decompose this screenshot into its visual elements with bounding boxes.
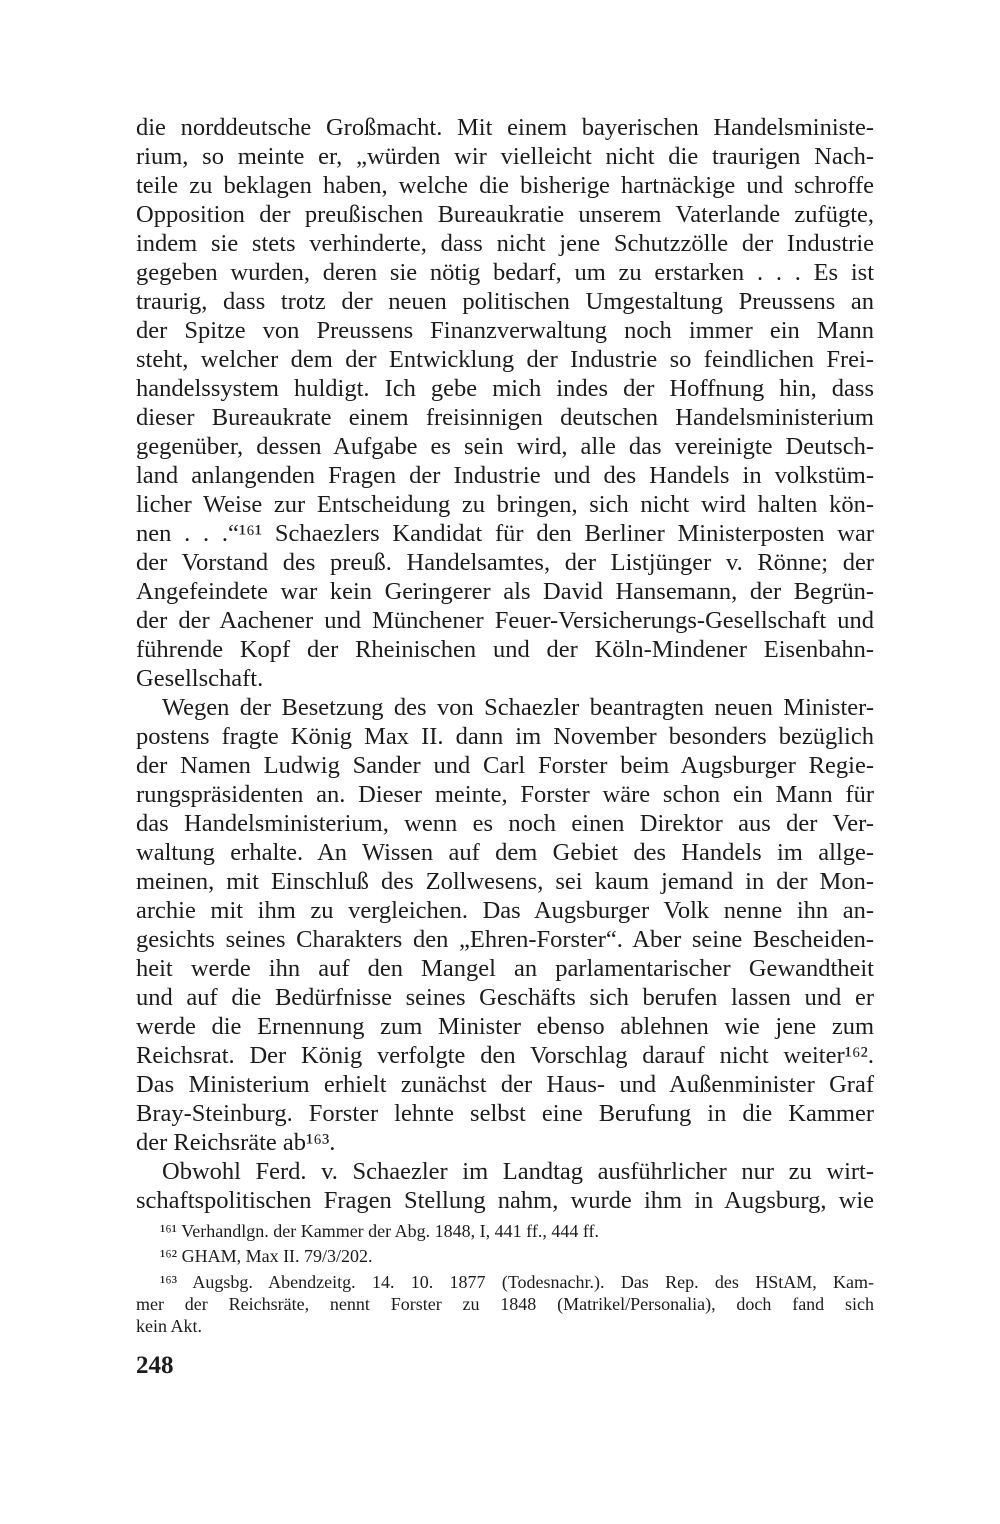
text-line: steht, welcher dem der Entwicklung der Industrie so feindlichen Frei-: [136, 346, 874, 373]
text-line: archie mit ihm zu vergleichen. Das Augsburger Volk nenne ihn an-: [136, 897, 874, 924]
text-line: die norddeutsche Großmacht. Mit einem bayerischen Handelsministe-: [136, 114, 874, 141]
footnote-162: ¹⁶² GHAM, Max II. 79/3/202.: [160, 1246, 373, 1266]
text-line: schaftspolitischen Fragen Stellung nahm, wurde ihm in Augsburg, wie: [136, 1187, 874, 1214]
text-line: licher Weise zur Entscheidung zu bringen, sich nicht wird halten kön-: [136, 491, 874, 518]
text-line: meinen, mit Einschluß des Zollwesens, sei kaum jemand in der Mon-: [136, 868, 874, 895]
text-line: teile zu beklagen haben, welche die bisherige hartnäckige und schroffe: [136, 172, 874, 199]
text-line: land anlangenden Fragen der Industrie und des Handels in volkstüm-: [136, 462, 874, 489]
paragraph-start-line: Wegen der Besetzung des von Schaezler beantragten neuen Minister-: [162, 694, 874, 721]
text-line: traurig, dass trotz der neuen politischen Umgestaltung Preussens an: [136, 288, 874, 315]
paragraph-start-line: Obwohl Ferd. v. Schaezler im Landtag ausführlicher nur zu wirt-: [162, 1158, 874, 1185]
text-line: der der Aachener und Münchener Feuer-Versicherungs-Gesellschaft und: [136, 607, 874, 634]
text-line: Bray-Steinburg. Forster lehnte selbst eine Berufung in die Kammer: [136, 1100, 874, 1127]
text-line: gegeben wurden, deren sie nötig bedarf, um zu erstarken . . . Es ist: [136, 259, 874, 286]
text-line: der Spitze von Preussens Finanzverwaltung noch immer ein Mann: [136, 317, 874, 344]
text-line: der Reichsräte ab¹⁶³.: [136, 1129, 336, 1156]
text-line: werde die Ernennung zum Minister ebenso ablehnen wie jene zum: [136, 1013, 874, 1040]
text-line: und auf die Bedürfnisse seines Geschäfts sich berufen lassen und er: [136, 984, 874, 1011]
text-line: Reichsrat. Der König verfolgte den Vorschlag darauf nicht weiter¹⁶².: [136, 1042, 874, 1069]
text-line: dieser Bureaukrate einem freisinnigen deutschen Handelsministerium: [136, 404, 874, 431]
footnote-163: ¹⁶³ Augsbg. Abendzeitg. 14. 10. 1877 (Todesnachr.). Das Rep. des HStAM, Kam-: [160, 1272, 874, 1292]
text-line: indem sie stets verhinderte, dass nicht jene Schutzzölle der Industrie: [136, 230, 874, 257]
text-line: der Vorstand des preuß. Handelsamtes, der Listjünger v. Rönne; der: [136, 549, 874, 576]
footnote-161: ¹⁶¹ Verhandlgn. der Kammer der Abg. 1848, I, 441 ff., 444 ff.: [160, 1221, 599, 1241]
text-line: gesichts seines Charakters den „Ehren-Forster“. Aber seine Bescheiden-: [136, 926, 874, 953]
text-line: Gesellschaft.: [136, 665, 264, 692]
text-line: nen . . .“¹⁶¹ Schaezlers Kandidat für den Berliner Ministerposten war: [136, 520, 874, 547]
footnote-163-continued: mer der Reichsräte, nennt Forster zu 1848 (Matrikel/Personalia), doch fand sich: [136, 1294, 874, 1314]
text-line: postens fragte König Max II. dann im November besonders bezüglich: [136, 723, 874, 750]
text-line: Opposition der preußischen Bureaukratie unserem Vaterlande zufügte,: [136, 201, 874, 228]
text-line: Angefeindete war kein Geringerer als David Hansemann, der Begrün-: [136, 578, 874, 605]
footnote-163-continued: kein Akt.: [136, 1316, 202, 1336]
page-number: 248: [136, 1352, 174, 1379]
text-line: der Namen Ludwig Sander und Carl Forster beim Augsburger Regie-: [136, 752, 874, 779]
text-line: das Handelsministerium, wenn es noch einen Direktor aus der Ver-: [136, 810, 874, 837]
text-line: waltung erhalte. An Wissen auf dem Gebiet des Handels im allge-: [136, 839, 874, 866]
text-line: Das Ministerium erhielt zunächst der Haus- und Außenminister Graf: [136, 1071, 874, 1098]
text-line: handelssystem huldigt. Ich gebe mich indes der Hoffnung hin, dass: [136, 375, 874, 402]
text-line: gegenüber, dessen Aufgabe es sein wird, alle das vereinigte Deutsch-: [136, 433, 874, 460]
text-line: rungspräsidenten an. Dieser meinte, Forster wäre schon ein Mann für: [136, 781, 874, 808]
text-line: heit werde ihn auf den Mangel an parlamentarischer Gewandtheit: [136, 955, 874, 982]
text-line: führende Kopf der Rheinischen und der Köln-Mindener Eisenbahn-: [136, 636, 874, 663]
text-line: rium, so meinte er, „würden wir vielleicht nicht die traurigen Nach-: [136, 143, 874, 170]
